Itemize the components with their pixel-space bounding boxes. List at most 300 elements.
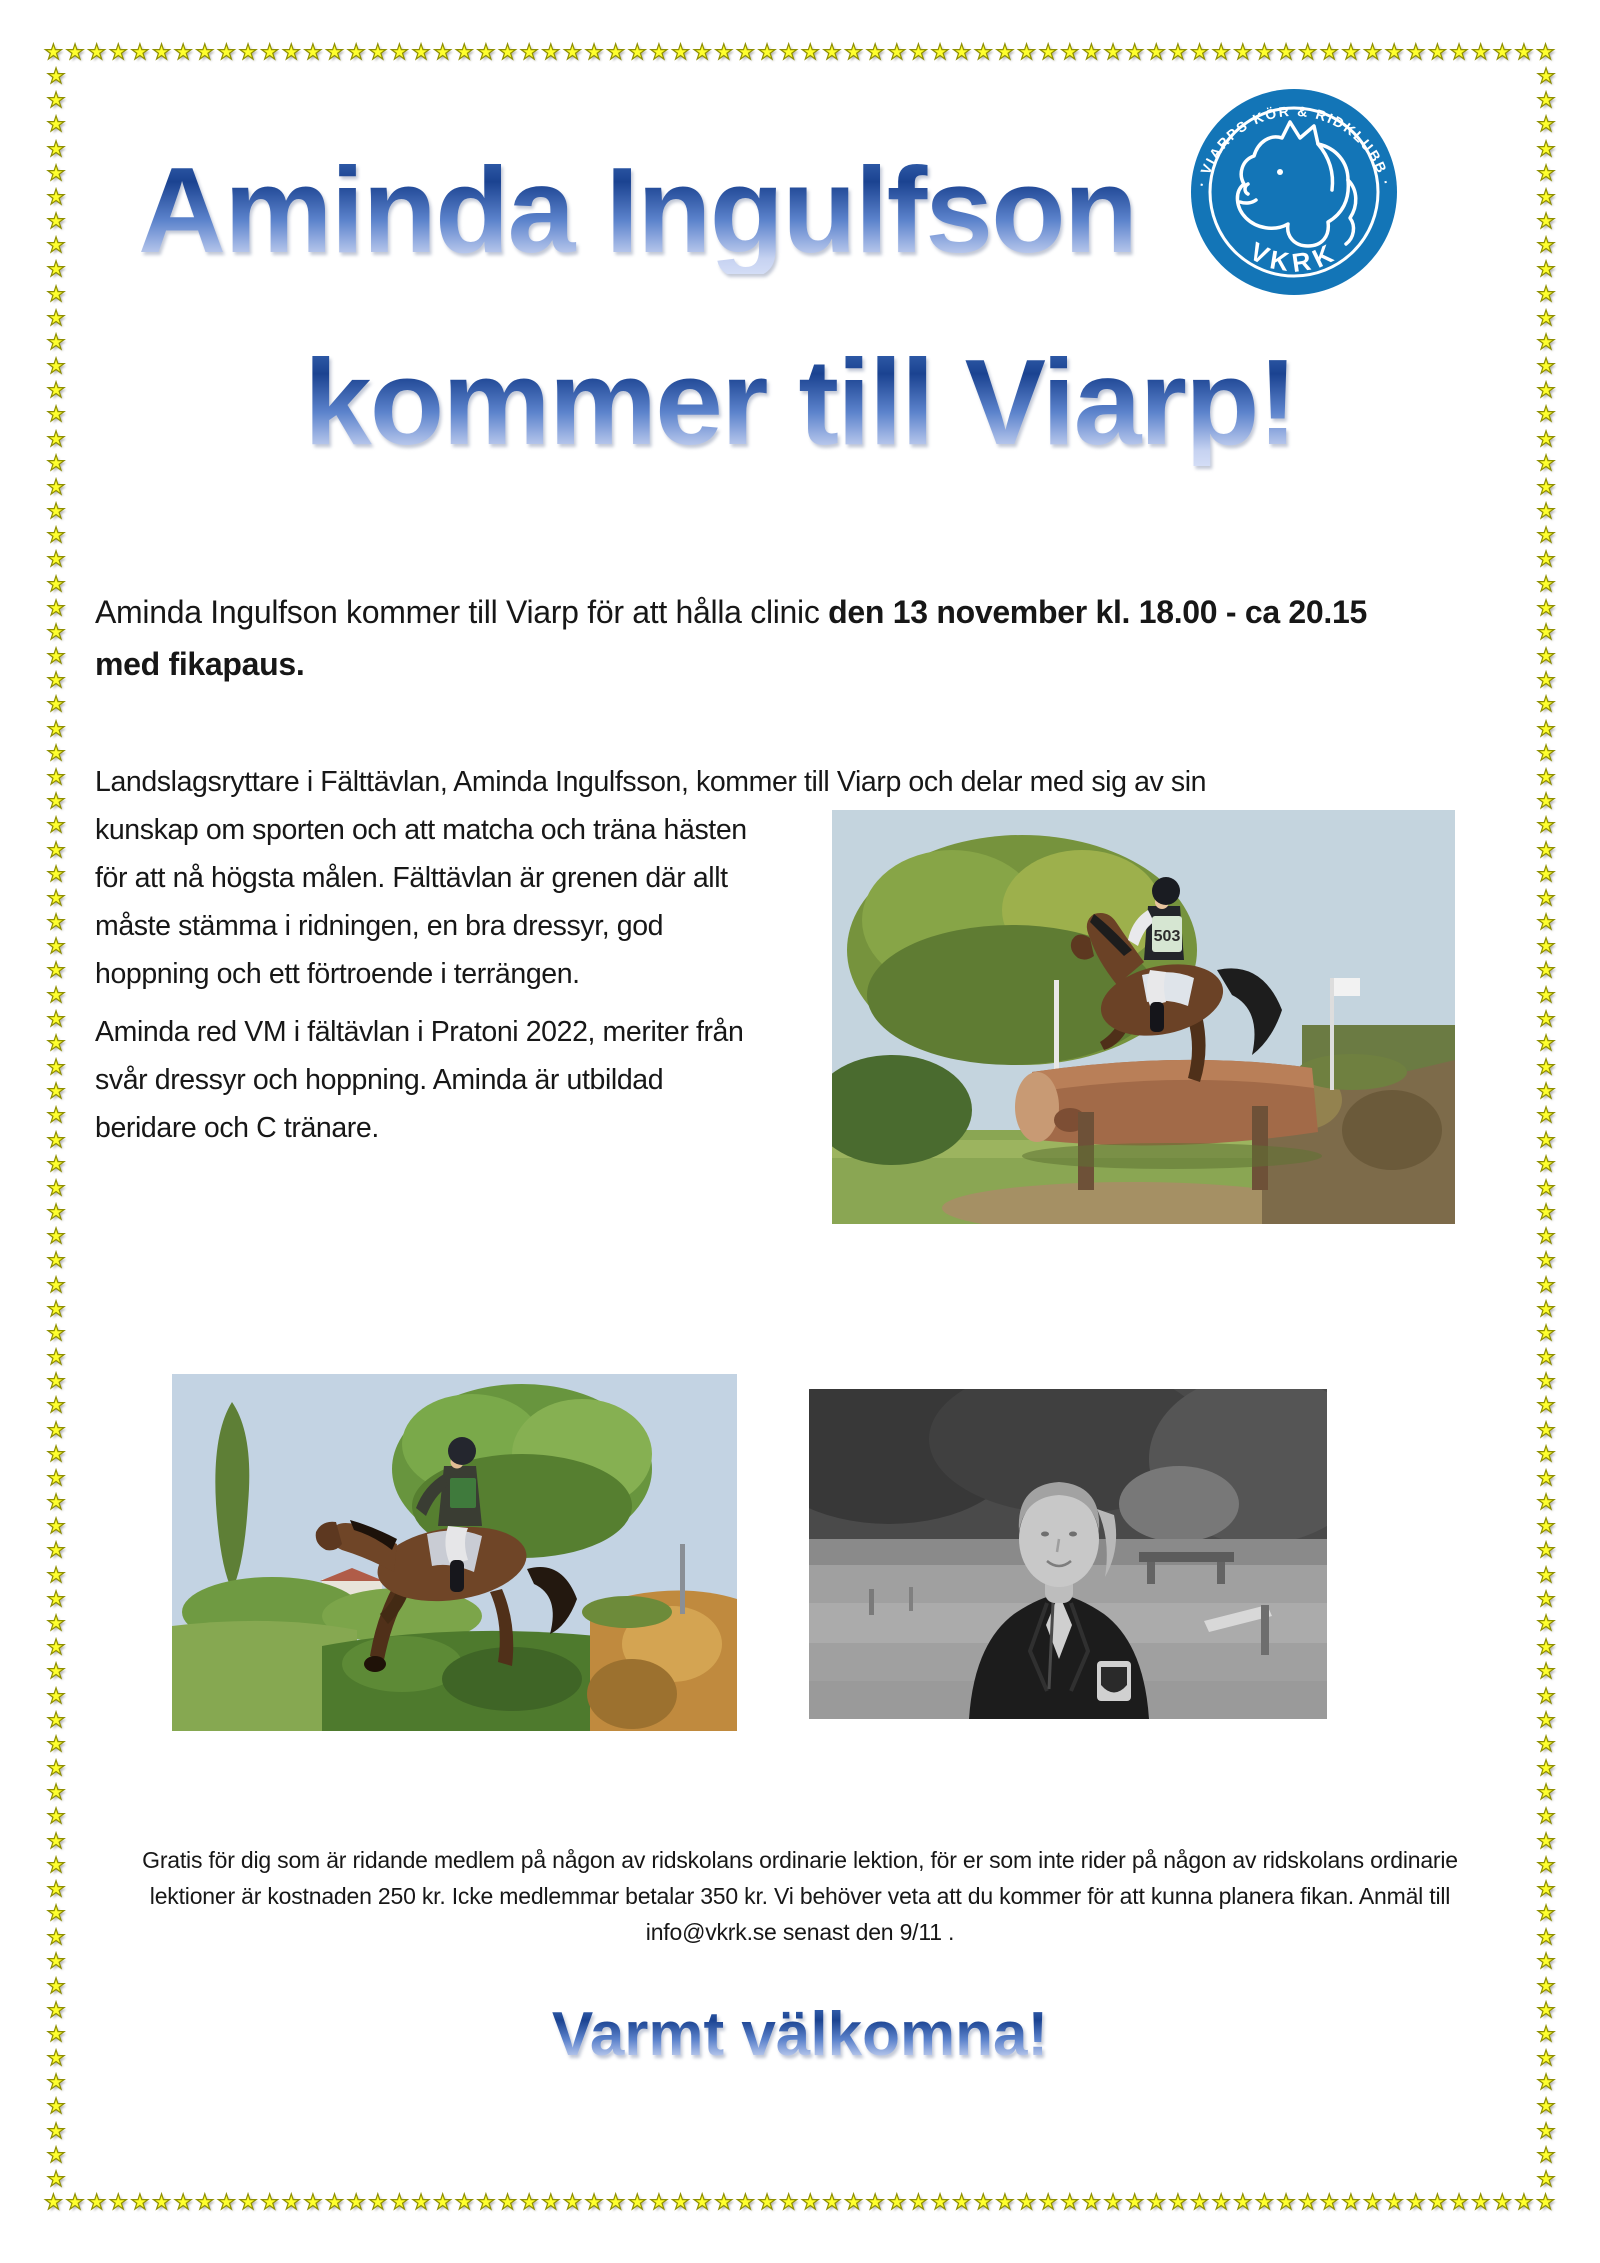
star-icon: ★ bbox=[46, 2167, 66, 2191]
star-icon: ★ bbox=[1168, 2191, 1188, 2214]
star-icon: ★ bbox=[46, 1732, 66, 1756]
star-icon: ★ bbox=[46, 1273, 66, 1297]
star-icon: ★ bbox=[195, 2191, 215, 2214]
star-icon: ★ bbox=[930, 41, 950, 64]
star-icon: ★ bbox=[1471, 41, 1491, 64]
star-icon: ★ bbox=[1363, 41, 1382, 64]
star-icon: ★ bbox=[1536, 185, 1556, 209]
star-icon: ★ bbox=[1536, 1781, 1556, 1805]
star-icon: ★ bbox=[411, 41, 431, 64]
star-icon: ★ bbox=[1536, 1926, 1556, 1950]
star-icon: ★ bbox=[46, 596, 66, 620]
star-icon: ★ bbox=[46, 1418, 66, 1442]
star-icon: ★ bbox=[1536, 548, 1556, 572]
star-icon: ★ bbox=[390, 41, 409, 64]
star-icon: ★ bbox=[46, 1031, 66, 1055]
star-icon: ★ bbox=[1536, 41, 1555, 64]
star-icon: ★ bbox=[498, 41, 517, 64]
star-icon: ★ bbox=[46, 2095, 66, 2119]
logo-abbreviation: VKRK bbox=[1245, 235, 1343, 279]
star-icon: ★ bbox=[1536, 1418, 1556, 1442]
star-icon: ★ bbox=[627, 41, 647, 64]
star-icon: ★ bbox=[1536, 862, 1556, 886]
star-icon: ★ bbox=[671, 2191, 690, 2214]
star-icon: ★ bbox=[1536, 451, 1556, 475]
star-icon: ★ bbox=[1449, 2191, 1469, 2214]
star-icon: ★ bbox=[46, 1466, 66, 1490]
star-icon: ★ bbox=[692, 2191, 712, 2214]
star-icon: ★ bbox=[844, 41, 863, 64]
star-icon: ★ bbox=[303, 41, 323, 64]
star-icon: ★ bbox=[1536, 1515, 1556, 1539]
star-icon: ★ bbox=[1146, 41, 1166, 64]
star-icon: ★ bbox=[1276, 41, 1296, 64]
star-icon: ★ bbox=[46, 1684, 66, 1708]
star-icon: ★ bbox=[46, 1853, 66, 1877]
star-icon: ★ bbox=[1536, 524, 1556, 548]
star-icon: ★ bbox=[46, 161, 66, 185]
star-icon: ★ bbox=[1536, 717, 1556, 741]
star-icon: ★ bbox=[1449, 41, 1469, 64]
star-icon: ★ bbox=[46, 2071, 66, 2095]
star-icon: ★ bbox=[1536, 886, 1556, 910]
star-icon: ★ bbox=[46, 1394, 66, 1418]
star-icon: ★ bbox=[152, 41, 171, 64]
star-icon: ★ bbox=[46, 258, 66, 282]
star-icon: ★ bbox=[46, 1297, 66, 1321]
star-icon: ★ bbox=[1363, 2191, 1382, 2214]
star-icon: ★ bbox=[260, 41, 280, 64]
star-icon: ★ bbox=[779, 41, 799, 64]
star-icon: ★ bbox=[1298, 2191, 1318, 2214]
star-icon: ★ bbox=[1536, 1805, 1556, 1829]
star-icon: ★ bbox=[1233, 41, 1253, 64]
star-icon: ★ bbox=[995, 41, 1015, 64]
star-icon: ★ bbox=[433, 41, 453, 64]
star-border-top bbox=[44, 42, 1556, 63]
star-icon: ★ bbox=[46, 1201, 66, 1225]
star-icon: ★ bbox=[46, 1805, 66, 1829]
star-icon: ★ bbox=[46, 1152, 66, 1176]
star-icon: ★ bbox=[46, 983, 66, 1007]
star-icon: ★ bbox=[1536, 2095, 1556, 2119]
star-icon: ★ bbox=[800, 2191, 820, 2214]
star-icon: ★ bbox=[46, 1007, 66, 1031]
star-icon: ★ bbox=[1536, 1346, 1556, 1370]
intro-paragraph bbox=[95, 586, 1405, 690]
star-icon: ★ bbox=[46, 1902, 66, 1926]
star-icon: ★ bbox=[865, 2191, 885, 2214]
star-icon: ★ bbox=[325, 41, 344, 64]
star-icon: ★ bbox=[1536, 959, 1556, 983]
star-icon: ★ bbox=[46, 1080, 66, 1104]
star-icon: ★ bbox=[46, 741, 66, 765]
star-icon: ★ bbox=[973, 41, 993, 64]
star-icon: ★ bbox=[1536, 89, 1556, 113]
star-icon: ★ bbox=[46, 693, 66, 717]
photo-horse-jumping-hedge bbox=[172, 1374, 737, 1731]
star-icon: ★ bbox=[649, 41, 669, 64]
star-icon: ★ bbox=[44, 41, 63, 64]
photo-horse-jumping-log bbox=[832, 810, 1455, 1224]
star-icon: ★ bbox=[1060, 2191, 1080, 2214]
star-icon: ★ bbox=[46, 1974, 66, 1998]
star-icon: ★ bbox=[46, 451, 66, 475]
star-icon: ★ bbox=[1536, 911, 1556, 935]
star-icon: ★ bbox=[411, 2191, 431, 2214]
star-icon: ★ bbox=[757, 2191, 777, 2214]
star-icon: ★ bbox=[46, 1563, 66, 1587]
star-icon: ★ bbox=[1536, 161, 1556, 185]
star-icon: ★ bbox=[238, 2191, 258, 2214]
star-icon: ★ bbox=[1536, 1829, 1556, 1853]
star-icon: ★ bbox=[1536, 1442, 1556, 1466]
vkrk-logo-graphic bbox=[1188, 86, 1400, 298]
star-icon: ★ bbox=[1017, 2191, 1036, 2214]
star-icon: ★ bbox=[498, 2191, 517, 2214]
star-icon: ★ bbox=[606, 41, 626, 64]
star-icon: ★ bbox=[519, 2191, 539, 2214]
star-icon: ★ bbox=[46, 1829, 66, 1853]
star-icon: ★ bbox=[46, 838, 66, 862]
star-icon: ★ bbox=[1341, 41, 1361, 64]
star-icon: ★ bbox=[46, 282, 66, 306]
star-icon: ★ bbox=[1406, 41, 1426, 64]
star-icon: ★ bbox=[1536, 2022, 1556, 2046]
star-icon: ★ bbox=[1536, 258, 1556, 282]
star-icon: ★ bbox=[822, 2191, 842, 2214]
star-icon: ★ bbox=[1536, 1539, 1556, 1563]
star-icon: ★ bbox=[930, 2191, 950, 2214]
star-icon: ★ bbox=[46, 1587, 66, 1611]
star-icon: ★ bbox=[260, 2191, 280, 2214]
star-icon: ★ bbox=[173, 41, 193, 64]
star-icon: ★ bbox=[1536, 1225, 1556, 1249]
star-icon: ★ bbox=[46, 1056, 66, 1080]
star-icon: ★ bbox=[1168, 41, 1188, 64]
star-icon: ★ bbox=[1536, 669, 1556, 693]
star-icon: ★ bbox=[1536, 1587, 1556, 1611]
star-icon: ★ bbox=[1536, 500, 1556, 524]
star-icon: ★ bbox=[46, 1998, 66, 2022]
star-icon: ★ bbox=[1103, 2191, 1123, 2214]
star-icon: ★ bbox=[1536, 1031, 1556, 1055]
star-icon: ★ bbox=[1276, 2191, 1296, 2214]
star-icon: ★ bbox=[108, 2191, 128, 2214]
star-icon: ★ bbox=[1536, 1708, 1556, 1732]
star-icon: ★ bbox=[1536, 693, 1556, 717]
star-icon: ★ bbox=[1536, 1612, 1556, 1635]
star-icon: ★ bbox=[736, 2191, 755, 2214]
star-icon: ★ bbox=[800, 41, 820, 64]
star-icon: ★ bbox=[1536, 1297, 1556, 1321]
star-icon: ★ bbox=[779, 2191, 799, 2214]
star-icon: ★ bbox=[46, 1225, 66, 1249]
star-icon: ★ bbox=[390, 2191, 409, 2214]
star-border-left bbox=[44, 66, 68, 2190]
star-icon: ★ bbox=[46, 886, 66, 910]
star-icon: ★ bbox=[1038, 2191, 1058, 2214]
star-icon: ★ bbox=[714, 41, 734, 64]
star-icon: ★ bbox=[649, 2191, 669, 2214]
star-icon: ★ bbox=[46, 1442, 66, 1466]
star-icon: ★ bbox=[1536, 403, 1556, 427]
star-icon: ★ bbox=[822, 41, 842, 64]
star-icon: ★ bbox=[1428, 2191, 1447, 2214]
body-text-column bbox=[95, 806, 760, 1152]
star-icon: ★ bbox=[46, 1249, 66, 1273]
star-icon: ★ bbox=[1536, 65, 1556, 88]
star-icon: ★ bbox=[1536, 983, 1556, 1007]
star-icon: ★ bbox=[65, 41, 85, 64]
star-icon: ★ bbox=[46, 2022, 66, 2046]
star-icon: ★ bbox=[46, 959, 66, 983]
star-icon: ★ bbox=[46, 1926, 66, 1950]
star-icon: ★ bbox=[46, 1877, 66, 1901]
star-icon: ★ bbox=[1536, 1152, 1556, 1176]
star-icon: ★ bbox=[46, 330, 66, 354]
body-paragraph-1: kunskap om sporten och att matcha och träna hästen för att nå högsta målen. Fälttävlan är grenen där allt måste stämma i ridningen, en bra dressyr, god hoppning och ett förtroende i terrängen. bbox=[95, 814, 747, 990]
star-icon: ★ bbox=[1255, 41, 1274, 64]
star-icon: ★ bbox=[1536, 1201, 1556, 1225]
star-icon: ★ bbox=[1536, 1660, 1556, 1684]
star-icon: ★ bbox=[1536, 596, 1556, 620]
star-icon: ★ bbox=[1514, 41, 1534, 64]
star-icon: ★ bbox=[887, 41, 907, 64]
star-icon: ★ bbox=[1406, 2191, 1426, 2214]
star-icon: ★ bbox=[46, 2143, 66, 2167]
star-icon: ★ bbox=[476, 41, 496, 64]
star-icon: ★ bbox=[1319, 2191, 1339, 2214]
star-icon: ★ bbox=[217, 2191, 236, 2214]
star-icon: ★ bbox=[46, 65, 66, 88]
star-icon: ★ bbox=[692, 41, 712, 64]
star-icon: ★ bbox=[46, 572, 66, 596]
star-icon: ★ bbox=[1536, 1104, 1556, 1128]
star-icon: ★ bbox=[1536, 1176, 1556, 1200]
star-icon: ★ bbox=[46, 113, 66, 137]
star-icon: ★ bbox=[46, 1515, 66, 1539]
star-icon: ★ bbox=[46, 89, 66, 113]
star-icon: ★ bbox=[1536, 1950, 1556, 1974]
star-icon: ★ bbox=[1341, 2191, 1361, 2214]
star-icon: ★ bbox=[1492, 2191, 1512, 2214]
title-line-2: kommer till Viarp! bbox=[100, 338, 1500, 466]
star-icon: ★ bbox=[46, 306, 66, 330]
star-icon: ★ bbox=[1536, 1902, 1556, 1926]
star-icon: ★ bbox=[152, 2191, 171, 2214]
star-icon: ★ bbox=[217, 41, 236, 64]
star-icon: ★ bbox=[952, 41, 972, 64]
star-icon: ★ bbox=[454, 41, 474, 64]
star-icon: ★ bbox=[108, 41, 128, 64]
star-icon: ★ bbox=[1536, 1249, 1556, 1273]
star-border-right bbox=[1534, 66, 1558, 2190]
star-icon: ★ bbox=[1255, 2191, 1274, 2214]
star-icon: ★ bbox=[584, 2191, 604, 2214]
star-icon: ★ bbox=[1146, 2191, 1166, 2214]
star-icon: ★ bbox=[1384, 2191, 1404, 2214]
star-icon: ★ bbox=[627, 2191, 647, 2214]
intro-text-bold: den 13 november kl. 18.00 - ca 20.15 med fikapaus. bbox=[95, 594, 1367, 682]
star-icon: ★ bbox=[46, 2119, 66, 2143]
star-icon: ★ bbox=[46, 548, 66, 572]
star-icon: ★ bbox=[1536, 1998, 1556, 2022]
star-icon: ★ bbox=[1536, 935, 1556, 959]
star-icon: ★ bbox=[346, 41, 366, 64]
star-icon: ★ bbox=[46, 185, 66, 209]
star-icon: ★ bbox=[1536, 1056, 1556, 1080]
star-icon: ★ bbox=[46, 1176, 66, 1200]
star-icon: ★ bbox=[1536, 234, 1556, 258]
star-icon: ★ bbox=[46, 1128, 66, 1152]
star-icon: ★ bbox=[46, 1370, 66, 1394]
star-icon: ★ bbox=[714, 2191, 734, 2214]
star-icon: ★ bbox=[46, 862, 66, 886]
star-icon: ★ bbox=[46, 1660, 66, 1684]
star-icon: ★ bbox=[46, 1612, 66, 1635]
star-icon: ★ bbox=[1536, 620, 1556, 644]
star-icon: ★ bbox=[1536, 379, 1556, 403]
star-icon: ★ bbox=[1536, 1273, 1556, 1297]
star-icon: ★ bbox=[46, 911, 66, 935]
star-icon: ★ bbox=[46, 2047, 66, 2071]
star-icon: ★ bbox=[46, 717, 66, 741]
star-icon: ★ bbox=[1471, 2191, 1491, 2214]
star-icon: ★ bbox=[1536, 1321, 1556, 1345]
star-icon: ★ bbox=[46, 1539, 66, 1563]
star-icon: ★ bbox=[519, 41, 539, 64]
star-icon: ★ bbox=[1298, 41, 1318, 64]
star-icon: ★ bbox=[46, 620, 66, 644]
star-icon: ★ bbox=[865, 41, 885, 64]
star-icon: ★ bbox=[46, 1346, 66, 1370]
star-icon: ★ bbox=[281, 41, 301, 64]
star-icon: ★ bbox=[1492, 41, 1512, 64]
body-paragraph-2: Aminda red VM i fältävlan i Pratoni 2022, meriter från svår dressyr och hoppning. Aminda är utbildad beridare och C tränare. bbox=[95, 1016, 744, 1144]
star-icon: ★ bbox=[46, 1950, 66, 1974]
star-icon: ★ bbox=[1536, 210, 1556, 234]
star-icon: ★ bbox=[368, 2191, 388, 2214]
star-icon: ★ bbox=[1514, 2191, 1534, 2214]
star-icon: ★ bbox=[46, 790, 66, 814]
star-icon: ★ bbox=[1536, 1370, 1556, 1394]
photo-portrait-aminda bbox=[809, 1389, 1327, 1719]
star-icon: ★ bbox=[1125, 2191, 1145, 2214]
star-icon: ★ bbox=[195, 41, 215, 64]
star-icon: ★ bbox=[844, 2191, 863, 2214]
star-icon: ★ bbox=[368, 41, 388, 64]
star-icon: ★ bbox=[1536, 1974, 1556, 1998]
star-icon: ★ bbox=[1082, 41, 1101, 64]
star-icon: ★ bbox=[1536, 741, 1556, 765]
star-icon: ★ bbox=[1536, 137, 1556, 161]
star-icon: ★ bbox=[454, 2191, 474, 2214]
star-icon: ★ bbox=[1017, 41, 1036, 64]
star-icon: ★ bbox=[130, 2191, 150, 2214]
star-icon: ★ bbox=[1536, 1394, 1556, 1418]
star-icon: ★ bbox=[1536, 2119, 1556, 2143]
star-icon: ★ bbox=[1536, 572, 1556, 596]
star-icon: ★ bbox=[563, 2191, 582, 2214]
star-icon: ★ bbox=[46, 427, 66, 451]
star-icon: ★ bbox=[1536, 2143, 1556, 2167]
star-icon: ★ bbox=[130, 41, 150, 64]
star-icon: ★ bbox=[46, 765, 66, 789]
star-icon: ★ bbox=[281, 2191, 301, 2214]
star-icon: ★ bbox=[887, 2191, 907, 2214]
star-icon: ★ bbox=[1536, 113, 1556, 137]
star-icon: ★ bbox=[1125, 41, 1145, 64]
star-icon: ★ bbox=[1038, 41, 1058, 64]
star-icon: ★ bbox=[1536, 2191, 1555, 2214]
star-icon: ★ bbox=[65, 2191, 85, 2214]
bib-number: 503 bbox=[1153, 928, 1181, 945]
star-icon: ★ bbox=[1536, 1007, 1556, 1031]
star-icon: ★ bbox=[46, 1781, 66, 1805]
star-icon: ★ bbox=[1536, 282, 1556, 306]
star-icon: ★ bbox=[541, 41, 561, 64]
star-icon: ★ bbox=[346, 2191, 366, 2214]
star-icon: ★ bbox=[909, 41, 928, 64]
star-icon: ★ bbox=[44, 2191, 63, 2214]
footer-info-text: Gratis för dig som är ridande medlem på någon av ridskolans ordinarie lektion, för er som inte rider på någon av ridskolans ordinarie lektioner är kostnaden 250 kr. Icke medlemmar betalar 350 kr. Vi behöver veta att du kommer för att kunna planera fikan. Anmäl till info@vkrk.se senast den 9/11 . bbox=[142, 1847, 1458, 1945]
star-icon: ★ bbox=[1103, 41, 1123, 64]
star-icon: ★ bbox=[476, 2191, 496, 2214]
star-icon: ★ bbox=[1319, 41, 1339, 64]
star-icon: ★ bbox=[1536, 2167, 1556, 2191]
star-icon: ★ bbox=[46, 1708, 66, 1732]
star-icon: ★ bbox=[46, 475, 66, 499]
star-icon: ★ bbox=[303, 2191, 323, 2214]
star-icon: ★ bbox=[46, 935, 66, 959]
star-icon: ★ bbox=[584, 41, 604, 64]
star-icon: ★ bbox=[909, 2191, 928, 2214]
star-icon: ★ bbox=[1536, 1466, 1556, 1490]
star-icon: ★ bbox=[1536, 1128, 1556, 1152]
star-icon: ★ bbox=[46, 234, 66, 258]
star-icon: ★ bbox=[1536, 838, 1556, 862]
star-icon: ★ bbox=[46, 500, 66, 524]
star-icon: ★ bbox=[46, 210, 66, 234]
star-icon: ★ bbox=[87, 2191, 107, 2214]
star-icon: ★ bbox=[1536, 1491, 1556, 1515]
star-icon: ★ bbox=[46, 379, 66, 403]
star-icon: ★ bbox=[541, 2191, 561, 2214]
star-icon: ★ bbox=[1211, 41, 1231, 64]
star-icon: ★ bbox=[1536, 814, 1556, 838]
star-icon: ★ bbox=[1536, 1877, 1556, 1901]
star-icon: ★ bbox=[563, 41, 582, 64]
star-icon: ★ bbox=[46, 1757, 66, 1781]
star-icon: ★ bbox=[736, 41, 755, 64]
star-icon: ★ bbox=[1536, 765, 1556, 789]
star-icon: ★ bbox=[46, 524, 66, 548]
star-icon: ★ bbox=[46, 1636, 66, 1660]
star-icon: ★ bbox=[1211, 2191, 1231, 2214]
star-icon: ★ bbox=[433, 2191, 453, 2214]
star-icon: ★ bbox=[1190, 41, 1209, 64]
star-icon: ★ bbox=[1536, 1636, 1556, 1660]
star-icon: ★ bbox=[238, 41, 258, 64]
star-icon: ★ bbox=[995, 2191, 1015, 2214]
star-icon: ★ bbox=[1536, 355, 1556, 379]
star-icon: ★ bbox=[46, 1104, 66, 1128]
star-icon: ★ bbox=[46, 355, 66, 379]
star-icon: ★ bbox=[46, 645, 66, 669]
star-icon: ★ bbox=[1233, 2191, 1253, 2214]
star-icon: ★ bbox=[325, 2191, 344, 2214]
